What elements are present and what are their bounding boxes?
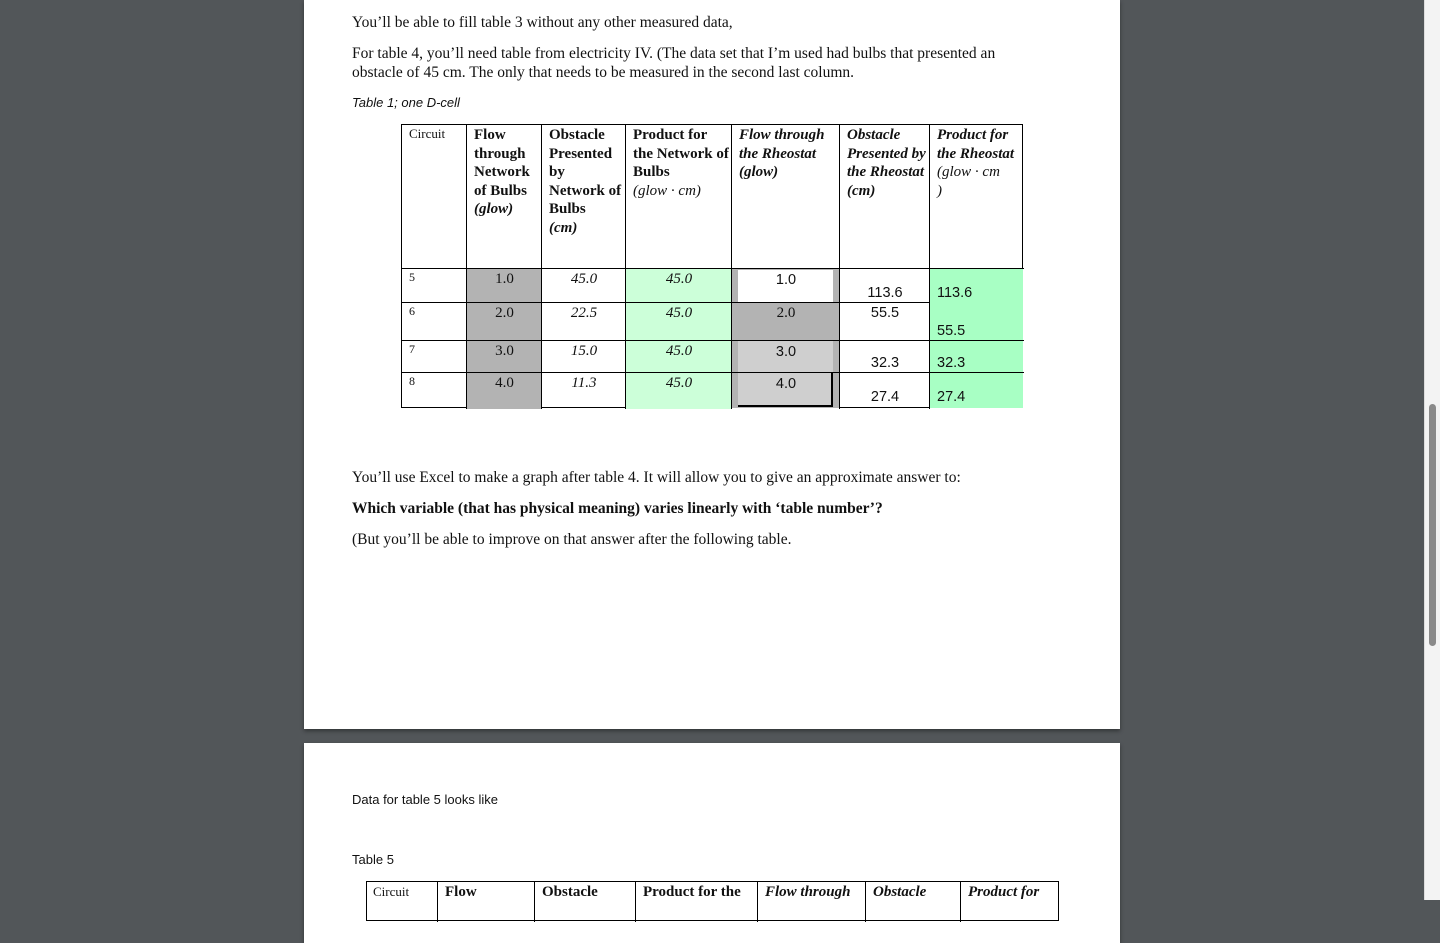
row2-obstacle-rheostat: 55.5 [870, 305, 900, 321]
header-obstacle-network [549, 126, 623, 237]
header-product-network-label: Product for the Network of Bulbs [633, 127, 729, 180]
vertical-scrollbar[interactable] [1424, 0, 1440, 900]
header-product-network-unit: (glow · cm) [633, 182, 701, 199]
row1-product-rheostat: 113.6 [937, 285, 973, 301]
t5-header-product: Product for the [643, 884, 741, 900]
header-product-rheostat [937, 126, 1021, 200]
row4-obstacle-rheostat: 27.4 [870, 389, 900, 405]
row4-flow-rheostat: 4.0 [775, 376, 797, 392]
paragraph-excel-note: You’ll use Excel to make a graph after table 4. It will allow you to give an approximate answer to: [352, 469, 961, 486]
row3-circuit: 7 [409, 342, 415, 356]
header-obstacle-rheostat-label: Obstacle Presented by the Rheostat [847, 127, 926, 180]
document-page-1 [304, 0, 1120, 729]
header-obstacle-rheostat [847, 126, 927, 200]
grid-h2b [840, 302, 930, 303]
header-flow-rheostat [739, 126, 837, 182]
row3-obstacle-network: 15.0 [570, 343, 598, 359]
header-circuit: Circuit [409, 126, 446, 141]
grid-v2 [541, 125, 542, 409]
header-flow-rheostat-unit: (glow) [739, 164, 779, 180]
row2-product-rheostat: 55.5 [937, 323, 966, 339]
table5-caption: Table 5 [352, 852, 394, 867]
table-5 [366, 881, 1059, 921]
document-page-2 [304, 743, 1120, 943]
t5-header-obstacle: Obstacle [542, 884, 598, 900]
row2-flow-network: 2.0 [495, 305, 514, 321]
header-obstacle-network-unit: (cm) [549, 219, 578, 236]
grid-v4 [731, 125, 732, 409]
t5-v3 [635, 882, 636, 922]
row2-flow-rheostat: 2.0 [776, 305, 796, 321]
scrollbar-thumb[interactable] [1429, 404, 1436, 646]
row1-obstacle-network: 45.0 [570, 271, 598, 287]
row3-product-network: 45.0 [665, 343, 693, 359]
paragraph-table3-note: You’ll be able to fill table 3 without any other measured data, [352, 14, 733, 31]
header-obstacle-rheostat-unit: (cm) [847, 182, 876, 199]
t5-header-flow-through: Flow through [765, 884, 851, 900]
row4-product-rheostat: 27.4 [937, 389, 966, 405]
t5-v1 [437, 882, 438, 922]
header-product-rheostat-unit: (glow · cm [937, 164, 1000, 180]
grid-h2 [402, 302, 840, 303]
table1-caption: Table 1; one D-cell [352, 95, 460, 110]
row1-flow-network: 1.0 [495, 271, 514, 287]
paragraph-improve-note: (But you’ll be able to improve on that answer after the following table. [352, 531, 792, 548]
header-flow-rheostat-label: Flow through the Rheostat [739, 127, 825, 162]
row2-circuit: 6 [409, 304, 415, 318]
row2-obstacle-network: 22.5 [570, 305, 598, 321]
paragraph-question: Which variable (that has physical meaning) varies linearly with ‘table number’? [352, 500, 883, 517]
header-product-rheostat-label: Product for the Rheostat [937, 127, 1015, 162]
row4-circuit: 8 [409, 374, 415, 388]
t5-header-circuit: Circuit [373, 884, 410, 899]
grid-h1 [402, 268, 1024, 269]
t5-header-flow: Flow [445, 884, 477, 900]
row1-flow-rheostat: 1.0 [775, 272, 797, 288]
t5-v6 [960, 882, 961, 922]
row3-obstacle-rheostat: 32.3 [870, 355, 900, 371]
grid-h4 [402, 372, 1024, 373]
t5-v5 [865, 882, 866, 922]
grid-v1 [466, 125, 467, 409]
row3-flow-network: 3.0 [495, 343, 514, 359]
row4-obstacle-network: 11.3 [571, 375, 597, 391]
row1-product-network: 45.0 [665, 271, 693, 287]
header-product-rheostat-unit-end: ) [937, 182, 942, 199]
t5-v2 [534, 882, 535, 922]
row3-product-rheostat: 32.3 [937, 355, 966, 371]
header-flow-network-label: Flow through Network of Bulbs [474, 127, 530, 199]
header-product-network [633, 126, 729, 200]
grid-v3 [625, 125, 626, 409]
t5-header-obstacle2: Obstacle [873, 884, 927, 900]
header-obstacle-network-label: Obstacle Presented by Network of Bulbs [549, 127, 622, 217]
row1-obstacle-rheostat: 113.6 [867, 285, 903, 301]
row3-flow-rheostat: 3.0 [775, 344, 797, 360]
paragraph-table4-note: For table 4, you’ll need table from electricity IV. (The data set that I’m used had bulbs that presented an obstacle of 45 cm. The only that needs to be measured in the second last column. [352, 45, 996, 81]
header-flow-network [474, 126, 540, 219]
row4-product-network: 45.0 [665, 375, 693, 391]
table5-intro: Data for table 5 looks like [352, 792, 498, 807]
row1-circuit: 5 [409, 270, 415, 284]
t5-v4 [757, 882, 758, 922]
row4-flow-network: 4.0 [495, 375, 514, 391]
header-flow-network-unit: (glow) [474, 201, 514, 217]
table-1 [401, 124, 1023, 408]
grid-h3 [402, 340, 1024, 341]
t5-header-product2: Product for [968, 884, 1040, 900]
row2-product-network: 45.0 [665, 305, 693, 321]
